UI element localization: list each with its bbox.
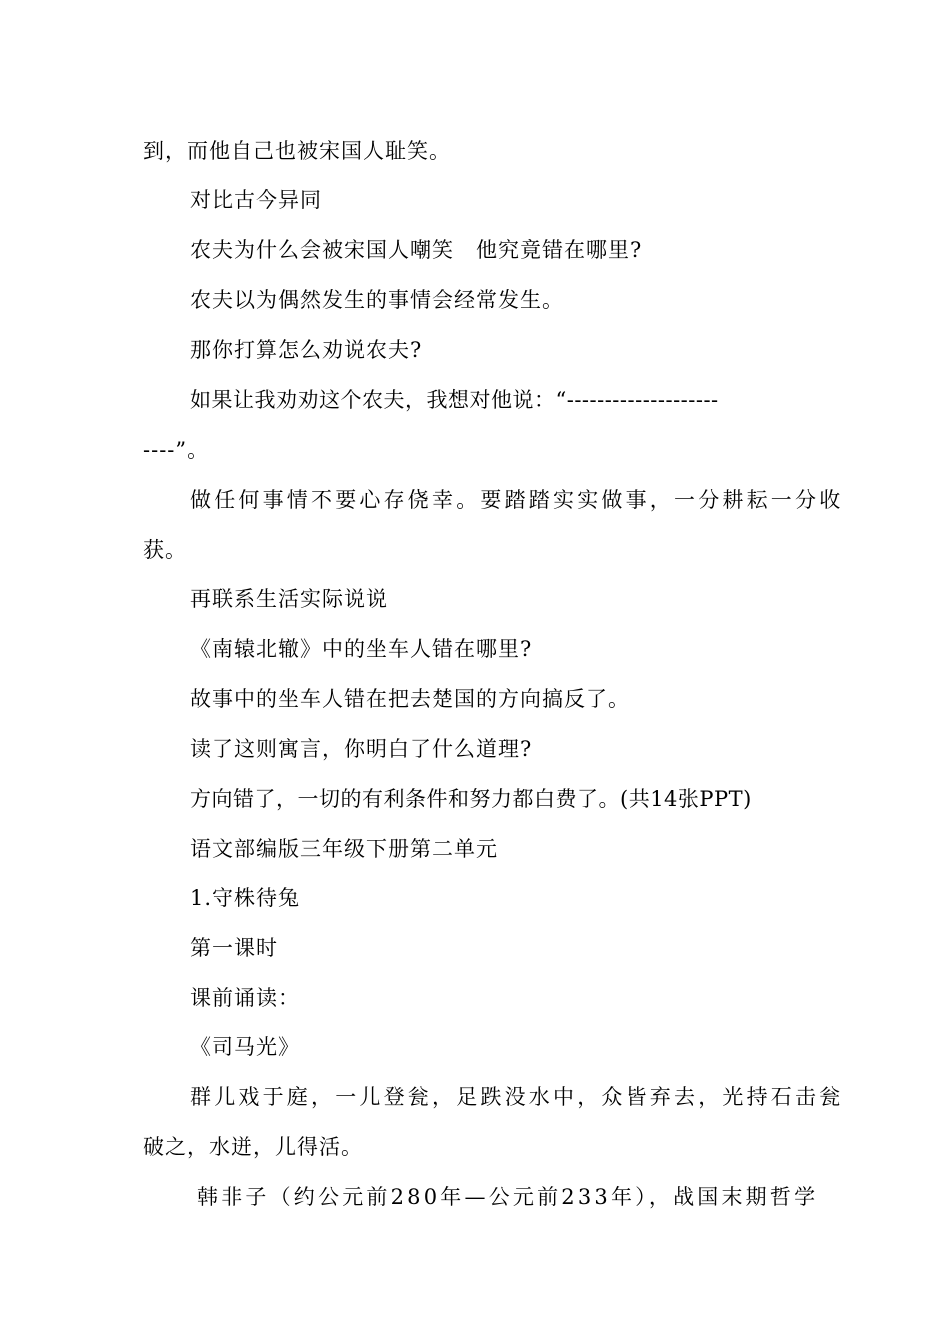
question-line: 那你打算怎么劝说农夫? xyxy=(190,338,423,362)
answer-line: 方向错了，一切的有利条件和努力都白费了。(共14张PPT) xyxy=(190,787,752,811)
question-line: 读了这则寓言，你明白了什么道理? xyxy=(190,737,533,761)
paragraph-line: 到，而他自己也被宋国人耻笑。 xyxy=(143,139,451,163)
paragraph-line: ----”。 xyxy=(143,438,210,462)
question-line: 《南辕北辙》中的坐车人错在哪里? xyxy=(190,637,533,661)
poem-text: 破之，水迸，儿得活。 xyxy=(143,1135,363,1159)
section-heading: 对比古今异同 xyxy=(190,188,322,212)
question-line: 农夫为什么会被宋国人嘲笑 他究竟错在哪里? xyxy=(190,238,643,262)
answer-line: 故事中的坐车人错在把去楚国的方向搞反了。 xyxy=(190,687,630,711)
paragraph-line: 获。 xyxy=(143,538,187,562)
poem-title: 《司马光》 xyxy=(190,1035,300,1059)
poem-text: 群儿戏于庭，一儿登瓮，足跌没水中，众皆弃去，光持石击瓮 xyxy=(190,1085,844,1109)
paragraph-line: 做任何事情不要心存侥幸。要踏踏实实做事，一分耕耘一分收 xyxy=(190,488,844,512)
lesson-period: 第一课时 xyxy=(190,936,278,960)
paragraph-line: 如果让我劝劝这个农夫，我想对他说：“-------------------- xyxy=(190,388,719,412)
section-heading: 课前诵读： xyxy=(190,986,300,1010)
lesson-name: 1.守株待兔 xyxy=(190,886,301,910)
lesson-title: 语文部编版三年级下册第二单元 xyxy=(190,837,498,861)
answer-line: 农夫以为偶然发生的事情会经常发生。 xyxy=(190,288,564,312)
section-heading: 再联系生活实际说说 xyxy=(190,587,388,611)
author-intro: 韩非子（约公元前280年—公元前233年），战国末期哲学 xyxy=(197,1185,819,1209)
